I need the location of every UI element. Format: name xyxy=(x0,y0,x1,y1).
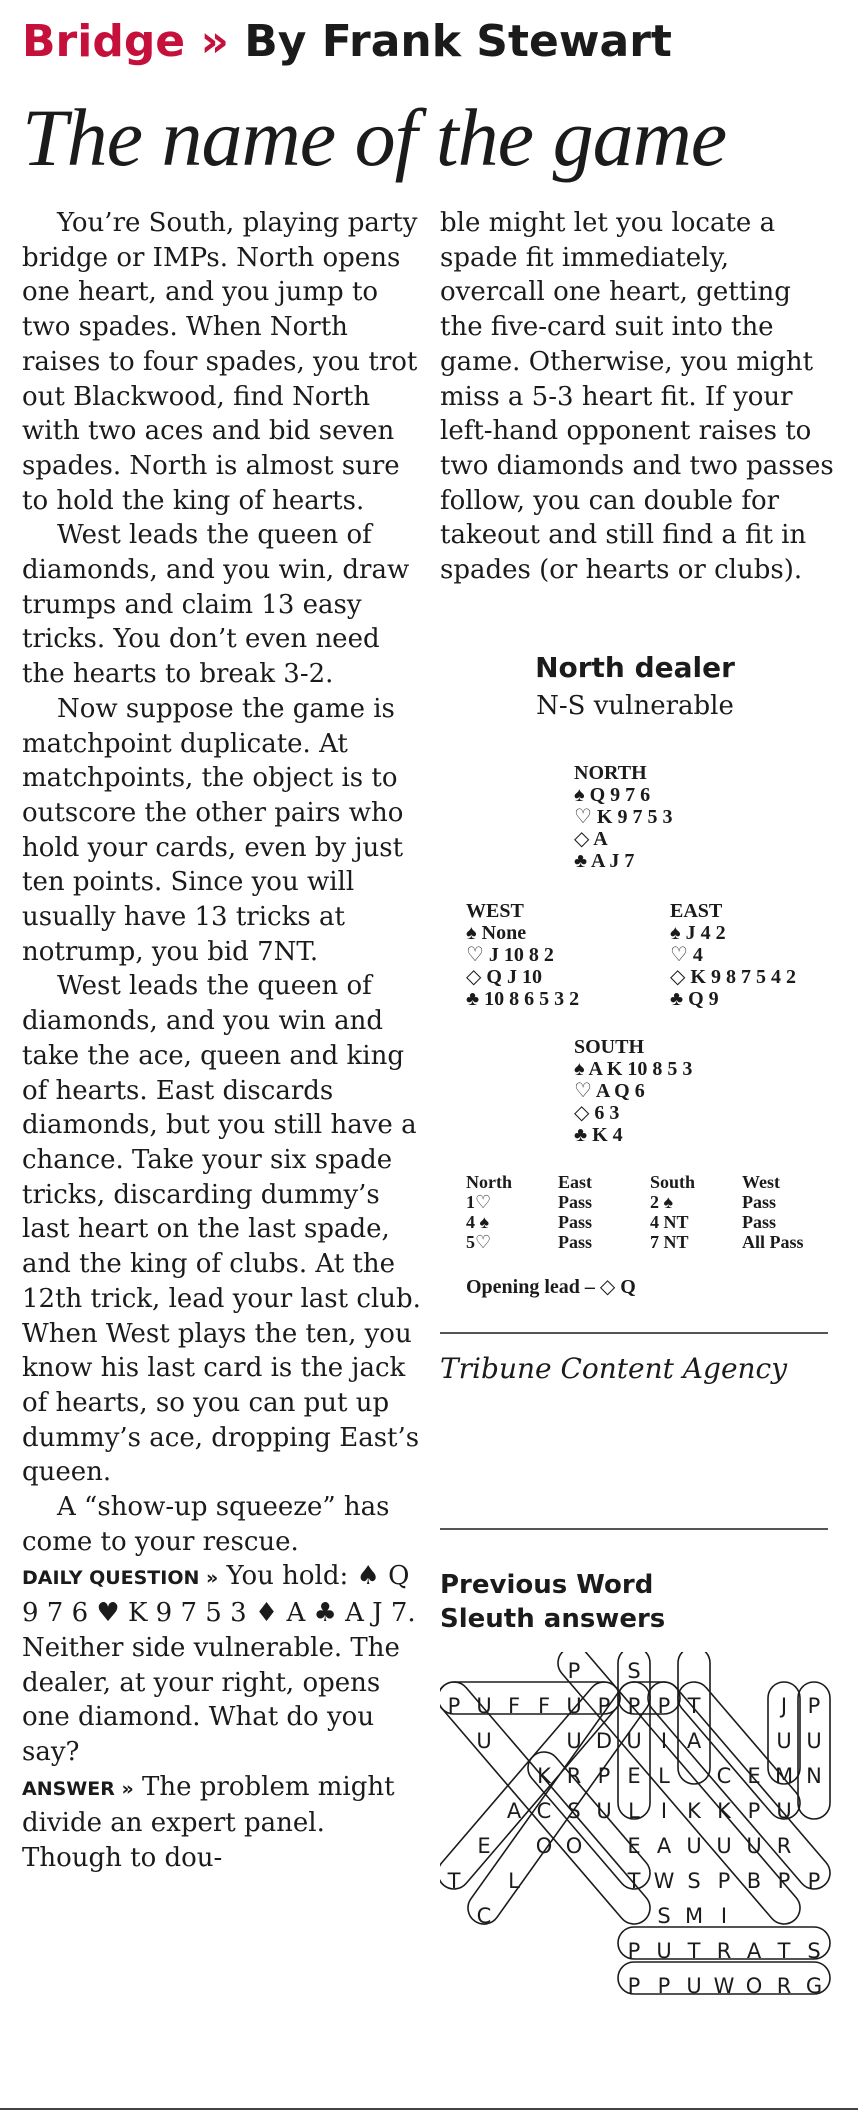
clubs: ♣ Q 9 xyxy=(670,988,719,1010)
sleuth-letter: S xyxy=(657,1904,671,1928)
article-title: The name of the game xyxy=(22,92,727,183)
column-left xyxy=(22,206,422,1876)
clubs: ♣ A J 7 xyxy=(574,850,635,872)
sleuth-letter: M xyxy=(774,1764,794,1788)
dealer: North dealer xyxy=(535,651,735,684)
auction-row xyxy=(466,1212,834,1232)
sleuth-letter: T xyxy=(687,1939,701,1963)
auction-header: West xyxy=(742,1172,780,1192)
bid: 2 ♠ xyxy=(650,1192,674,1212)
word-sleuth-heading xyxy=(440,1568,665,1636)
divider xyxy=(440,1528,828,1530)
word-sleuth-grid xyxy=(440,1652,836,2096)
bid: All Pass xyxy=(742,1232,804,1252)
sleuth-letter: R xyxy=(776,1974,792,1998)
sleuth-letter: U xyxy=(656,1939,672,1963)
sleuth-letter: E xyxy=(627,1834,641,1858)
daily-question xyxy=(22,1559,422,1769)
word-sleuth-heading-line: Sleuth answers xyxy=(440,1604,666,1634)
hand-west xyxy=(466,900,579,1010)
sleuth-letter: O xyxy=(535,1834,553,1858)
spades: ♠ None xyxy=(466,922,527,944)
sleuth-letter: P xyxy=(807,1694,821,1718)
sleuth-letter: O xyxy=(745,1974,763,1998)
sleuth-letter: E xyxy=(477,1834,491,1858)
hand-label: EAST xyxy=(670,900,723,922)
sleuth-letter: U xyxy=(716,1834,732,1858)
sleuth-letter: K xyxy=(537,1764,551,1788)
auction-table xyxy=(466,1172,834,1252)
divider xyxy=(0,2108,858,2110)
sleuth-letter: P xyxy=(777,1869,791,1893)
sleuth-letter: T xyxy=(687,1694,701,1718)
sleuth-letter: A xyxy=(746,1939,762,1963)
auction-header: East xyxy=(558,1172,593,1192)
bid: 4 NT xyxy=(650,1212,689,1232)
hand-north xyxy=(574,762,673,872)
sleuth-letter: I xyxy=(660,1729,668,1753)
hearts: ♡ J 10 8 2 xyxy=(466,944,554,966)
sleuth-letter: U xyxy=(596,1799,612,1823)
daily-question-label: DAILY QUESTION » xyxy=(22,1567,219,1590)
daily-question-text: You hold: ♠ Q 9 7 6 ♥ K 9 7 5 3 ♦ A ♣ A J 7. Neither side vulnerable. The dealer, at your right, opens one diamond. What do you say? xyxy=(22,1561,416,1767)
sleuth-letter: S xyxy=(807,1939,821,1963)
sleuth-letter: K xyxy=(717,1799,731,1823)
hand-label: NORTH xyxy=(574,762,647,784)
sleuth-letter: L xyxy=(658,1764,670,1788)
sleuth-letter: T xyxy=(627,1869,641,1893)
sleuth-letter: K xyxy=(687,1799,701,1823)
paragraph: You’re South, playing party bridge or IMPs. North opens one heart, and you jump to two spades. When North raises to four spades, you trot out Blackwood, find North with two aces and bid seven spades. North is almost sure to hold the king of hearts. xyxy=(22,208,418,516)
deal-info xyxy=(440,648,830,724)
bid: 7 NT xyxy=(650,1232,689,1252)
sleuth-letter: B xyxy=(746,1869,762,1893)
sleuth-letter: R xyxy=(566,1764,582,1788)
sleuth-letter: U xyxy=(746,1834,762,1858)
paragraph: A “show-up squeeze” has come to your rescue. xyxy=(22,1492,390,1557)
sleuth-letter: P xyxy=(627,1974,641,1998)
diamonds: ◇ Q J 10 xyxy=(466,966,542,988)
paragraph: Now suppose the game is matchpoint duplicate. At matchpoints, the object is to outscore the other pairs who hold your cards, even by just ten points. Since you will usually have 13 tricks at notrump, you bid 7NT. xyxy=(22,693,404,967)
hearts: ♡ K 9 7 5 3 xyxy=(574,806,673,828)
sleuth-letter: P xyxy=(807,1869,821,1893)
bid: Pass xyxy=(742,1212,777,1232)
answer-label: ANSWER » xyxy=(22,1777,134,1800)
sleuth-letter: R xyxy=(776,1834,792,1858)
sleuth-letter: S xyxy=(627,1659,641,1683)
sleuth-letter: P xyxy=(597,1694,611,1718)
sleuth-letter: P xyxy=(717,1869,731,1893)
sleuth-letter: C xyxy=(716,1764,732,1788)
sleuth-letter: U xyxy=(686,1834,702,1858)
sleuth-letter: U xyxy=(806,1729,822,1753)
sleuth-letter: O xyxy=(565,1834,583,1858)
sleuth-letter: P xyxy=(657,1974,671,1998)
spades: ♠ Q 9 7 6 xyxy=(574,784,651,806)
hand-label: SOUTH xyxy=(574,1036,645,1058)
sleuth-letter: P xyxy=(657,1694,671,1718)
sleuth-letter: A xyxy=(686,1729,702,1753)
sleuth-letter: E xyxy=(627,1764,641,1788)
sleuth-letter: W xyxy=(713,1974,735,1998)
sleuth-letter: S xyxy=(567,1799,581,1823)
bid: 1♡ xyxy=(466,1192,492,1212)
sleuth-letter: E xyxy=(747,1764,761,1788)
divider xyxy=(440,1332,828,1334)
sleuth-letter: A xyxy=(506,1799,522,1823)
clubs: ♣ K 4 xyxy=(574,1124,623,1146)
sleuth-letter: L xyxy=(628,1799,640,1823)
vulnerability: N-S vulnerable xyxy=(536,691,734,721)
credit: Tribune Content Agency xyxy=(440,1352,788,1385)
bid: Pass xyxy=(742,1192,777,1212)
hearts: ♡ 4 xyxy=(670,944,703,966)
diamonds: ◇ A xyxy=(574,828,608,850)
sleuth-letter: R xyxy=(716,1939,732,1963)
sleuth-letter: P xyxy=(627,1694,641,1718)
header xyxy=(22,14,842,70)
sleuth-letter: F xyxy=(507,1694,521,1718)
sleuth-letter: U xyxy=(776,1729,792,1753)
answer-text: The problem might divide an expert panel. Though to dou- xyxy=(22,1771,395,1874)
sleuth-letter: W xyxy=(653,1869,675,1893)
sleuth-letter: U xyxy=(566,1729,582,1753)
sleuth-letter: N xyxy=(806,1764,822,1788)
sleuth-letter: U xyxy=(626,1729,642,1753)
paragraph: West leads the queen of diamonds, and you win and take the ace, queen and king of hearts. East discards diamonds, but you still have a chance. Take your six spade tricks, discarding dummy’s last heart on the last spade, and the king of clubs. At the 12th trick, lead your last club. When West plays the ten, you know his last card is the jack of hearts, so you can put up dummy’s ace, dropping East’s queen. xyxy=(22,971,421,1488)
bid: Pass xyxy=(558,1212,593,1232)
sleuth-letter: M xyxy=(684,1904,704,1928)
spades: ♠ J 4 2 xyxy=(670,922,726,944)
auction-header: North xyxy=(466,1172,512,1192)
hand-south xyxy=(574,1036,692,1146)
answer xyxy=(22,1770,422,1876)
bid: 4 ♠ xyxy=(466,1212,490,1232)
sleuth-letter: T xyxy=(447,1869,461,1893)
sleuth-letter: I xyxy=(660,1799,668,1823)
sleuth-letter: F xyxy=(537,1694,551,1718)
bid: 5♡ xyxy=(466,1232,492,1252)
sleuth-letter: S xyxy=(687,1869,701,1893)
sleuth-letter: C xyxy=(476,1904,492,1928)
byline: By Frank Stewart xyxy=(244,16,672,67)
sleuth-letter: P xyxy=(597,1764,611,1788)
answer-continued: ble might let you locate a spade fit immediately, overcall one heart, getting the five-card suit into the game. Otherwise, you might miss a 5-3 heart fit. If your left-hand opponent raises to two diamonds and two passes follow, you can double for takeout and still find a fit in spades (or hearts or clubs). xyxy=(440,208,834,586)
sleuth-letter: D xyxy=(595,1729,613,1753)
sleuth-letter: I xyxy=(720,1904,728,1928)
sleuth-letter: U xyxy=(686,1974,702,1998)
spades: ♠ A K 10 8 5 3 xyxy=(574,1058,693,1080)
auction-row xyxy=(466,1192,834,1212)
auction-header-row xyxy=(466,1172,834,1192)
clubs: ♣ 10 8 6 5 3 2 xyxy=(466,988,580,1010)
sleuth-letter: A xyxy=(656,1834,672,1858)
sleuth-letter: J xyxy=(780,1694,788,1718)
auction-header: South xyxy=(650,1172,696,1192)
sleuth-letter: P xyxy=(627,1939,641,1963)
hand-east xyxy=(670,900,796,1010)
sleuth-letter: T xyxy=(777,1939,791,1963)
sleuth-letter: U xyxy=(476,1694,492,1718)
column-right xyxy=(440,206,840,588)
sleuth-letter: C xyxy=(536,1799,552,1823)
auction-row xyxy=(466,1232,834,1252)
sleuth-letter: L xyxy=(508,1869,520,1893)
sleuth-letter: U xyxy=(566,1694,582,1718)
opening-lead: Opening lead – ◇ Q xyxy=(466,1276,636,1298)
sleuth-letter: G xyxy=(805,1974,823,1998)
section-label: Bridge » xyxy=(22,16,229,67)
sleuth-letter: U xyxy=(476,1729,492,1753)
paragraph: West leads the queen of diamonds, and you win, draw trumps and claim 13 easy tricks. You don’t even need the hearts to break 3-2. xyxy=(22,520,410,690)
hearts: ♡ A Q 6 xyxy=(574,1080,645,1102)
sleuth-letter: P xyxy=(747,1799,761,1823)
sleuth-letter: P xyxy=(567,1659,581,1683)
hand-label: WEST xyxy=(466,900,524,922)
word-sleuth-heading-line: Previous Word xyxy=(440,1570,654,1600)
bid: Pass xyxy=(558,1192,593,1212)
sleuth-letter: U xyxy=(776,1799,792,1823)
diamonds: ◇ 6 3 xyxy=(574,1102,620,1124)
diamonds: ◇ K 9 8 7 5 4 2 xyxy=(670,966,796,988)
sleuth-letter: P xyxy=(447,1694,461,1718)
bid: Pass xyxy=(558,1232,593,1252)
